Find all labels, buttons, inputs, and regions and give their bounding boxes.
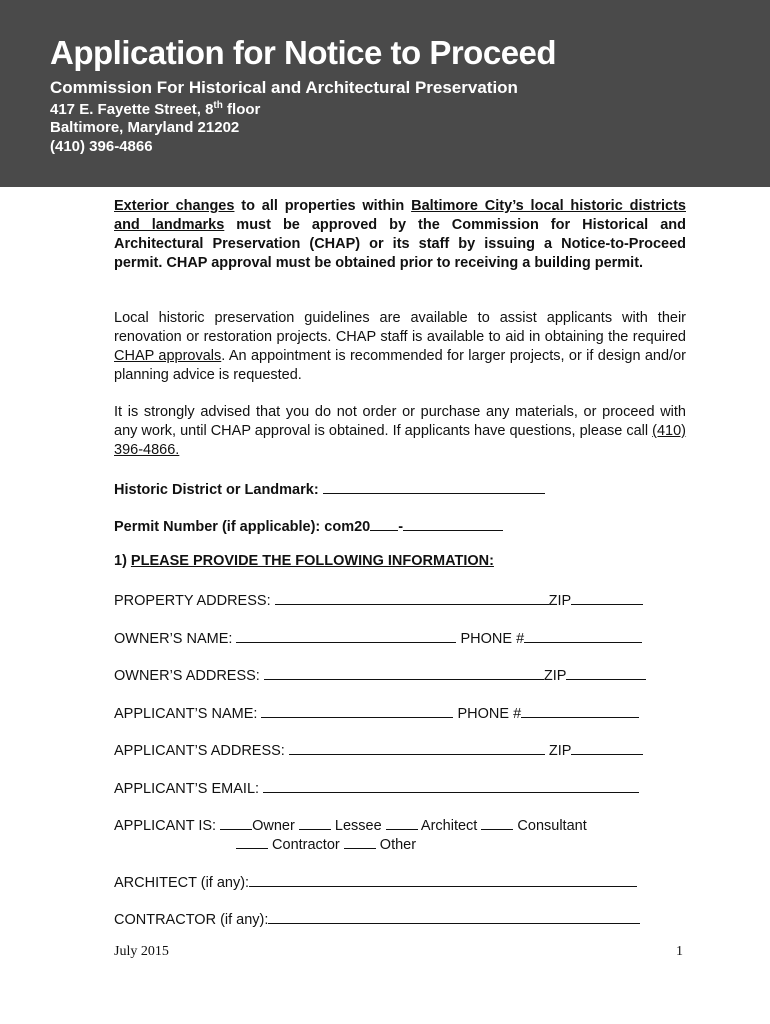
street-address: 417 E. Fayette Street, 8th floor <box>50 100 261 118</box>
owner-name-field: OWNER’S NAME: PHONE # <box>114 628 642 647</box>
other-checkbox-blank[interactable] <box>344 834 376 849</box>
property-zip-input[interactable] <box>571 590 643 605</box>
historic-district-input[interactable] <box>323 479 545 494</box>
permit-year-input[interactable] <box>370 516 398 531</box>
property-address-input[interactable] <box>275 590 549 605</box>
phone-line: (410) 396-4866 <box>50 138 153 155</box>
header-banner <box>0 0 770 187</box>
contractor-field: CONTRACTOR (if any): <box>114 909 640 928</box>
phone-link[interactable]: (410) 396-4866. <box>114 423 687 458</box>
applicant-phone-input[interactable] <box>521 703 639 718</box>
applicant-name-input[interactable] <box>261 703 453 718</box>
lessee-checkbox-blank[interactable] <box>299 815 331 830</box>
architect-field: ARCHITECT (if any): <box>114 872 637 891</box>
chap-approvals-link[interactable]: CHAP approvals <box>114 348 222 364</box>
owner-address-input[interactable] <box>264 665 544 680</box>
historic-district-field: Historic District or Landmark: <box>114 479 545 498</box>
permit-number-field: Permit Number (if applicable): com20 - <box>114 516 503 535</box>
owner-checkbox-blank[interactable] <box>220 815 252 830</box>
applicant-is-field-row2: Contractor Other <box>236 834 416 853</box>
footer-date: July 2015 <box>114 944 169 959</box>
applicant-email-field: APPLICANT’S EMAIL: <box>114 778 639 797</box>
applicant-name-field: APPLICANT’S NAME: PHONE # <box>114 703 639 722</box>
owner-address-field: OWNER’S ADDRESS: ZIP <box>114 665 646 684</box>
architect-checkbox-blank[interactable] <box>386 815 418 830</box>
consultant-checkbox-blank[interactable] <box>481 815 513 830</box>
section-heading: 1) PLEASE PROVIDE THE FOLLOWING INFORMATION: <box>114 553 494 569</box>
architect-input[interactable] <box>249 872 637 887</box>
page-title: Application for Notice to Proceed <box>50 34 557 71</box>
permit-number-input[interactable] <box>403 516 503 531</box>
districts-link[interactable]: Baltimore City’s local historic districts and landmarks <box>114 198 686 233</box>
city-line: Baltimore, Maryland 21202 <box>50 119 240 136</box>
owner-name-input[interactable] <box>236 628 456 643</box>
applicant-email-input[interactable] <box>263 778 639 793</box>
applicant-address-field: APPLICANT’S ADDRESS: ZIP <box>114 740 643 759</box>
intro-paragraph-2: Local historic preservation guidelines are available to assist applicants with their renovation or restoration projects. CHAP staff is available to aid in obtaining the required CHAP approvals. An appointment is recommended for larger projects, or if design and/or planning advice is requested. <box>114 310 686 383</box>
applicant-zip-input[interactable] <box>571 740 643 755</box>
applicant-is-field: APPLICANT IS: Owner Lessee Architect Consultant <box>114 815 587 834</box>
contractor-input[interactable] <box>268 909 640 924</box>
commission-name: Commission For Historical and Architectural Preservation <box>50 78 518 97</box>
intro-paragraph-3: It is strongly advised that you do not order or purchase any materials, or proceed with any work, until CHAP approval is obtained. If applicants have questions, please call (410) 396-4866. <box>114 404 687 458</box>
owner-phone-input[interactable] <box>524 628 642 643</box>
page-number: 1 <box>676 944 683 959</box>
applicant-address-input[interactable] <box>289 740 545 755</box>
property-address-field: PROPERTY ADDRESS: ZIP <box>114 590 643 609</box>
contractor-checkbox-blank[interactable] <box>236 834 268 849</box>
exterior-changes-link[interactable]: Exterior changes <box>114 198 235 214</box>
owner-zip-input[interactable] <box>566 665 646 680</box>
intro-paragraph-1: Exterior changes to all properties within Baltimore City’s local historic districts and landmarks must be approved by the Commission for Historical and Architectural Preservation (CHAP) or its staff by issuing a Notice-to-Proceed permit. CHAP approval must be obtained prior to receiving a building permit. <box>114 198 686 271</box>
